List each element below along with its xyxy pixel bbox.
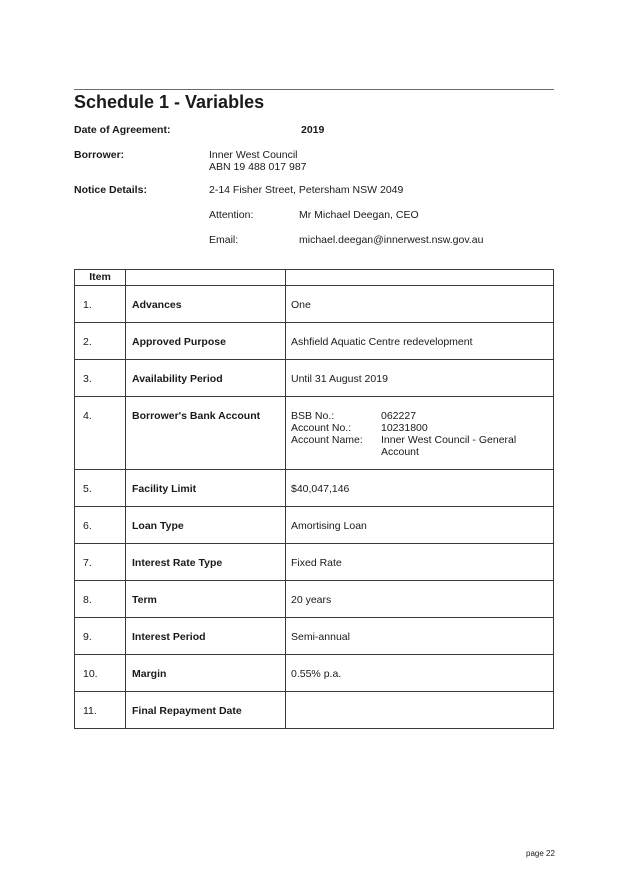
account-name-value: Inner West Council - General Account (381, 434, 517, 458)
item-value (286, 692, 554, 729)
borrower-label: Borrower: (74, 149, 125, 161)
bank-account-details (286, 397, 554, 470)
table-row (75, 655, 554, 692)
item-number: 6. (75, 507, 126, 544)
variables-table (74, 269, 554, 729)
bsb-value: 062227 (381, 410, 417, 422)
item-label: Facility Limit (126, 470, 286, 507)
notice-address: 2-14 Fisher Street, Petersham NSW 2049 (209, 184, 404, 196)
notice-details-label: Notice Details: (74, 184, 147, 196)
item-value: Ashfield Aquatic Centre redevelopment (286, 323, 554, 360)
table-row (75, 618, 554, 655)
item-value: Semi-annual (286, 618, 554, 655)
item-value: 0.55% p.a. (286, 655, 554, 692)
table-row (75, 397, 554, 470)
table-row (75, 360, 554, 397)
borrower-abn: ABN 19 488 017 987 (209, 161, 307, 173)
attention-label: Attention: (209, 209, 254, 221)
date-of-agreement-value: 2019 (301, 124, 325, 136)
item-label: Advances (126, 286, 286, 323)
item-label: Interest Rate Type (126, 544, 286, 581)
account-number-value: 10231800 (381, 422, 428, 434)
table-row (75, 581, 554, 618)
date-of-agreement-label: Date of Agreement: (74, 124, 171, 136)
item-label: Margin (126, 655, 286, 692)
account-name-label: Account Name: (291, 434, 363, 446)
email-value: michael.deegan@innerwest.nsw.gov.au (299, 234, 484, 246)
item-number: 9. (75, 618, 126, 655)
item-number: 1. (75, 286, 126, 323)
table-row (75, 323, 554, 360)
item-header: Item (75, 270, 126, 286)
item-label: Loan Type (126, 507, 286, 544)
item-number: 11. (75, 692, 126, 729)
borrower-name: Inner West Council (209, 149, 298, 161)
value-header (286, 270, 554, 286)
item-number: 10. (75, 655, 126, 692)
item-number: 7. (75, 544, 126, 581)
table-row (75, 470, 554, 507)
item-label: Approved Purpose (126, 323, 286, 360)
item-label: Interest Period (126, 618, 286, 655)
label-header (126, 270, 286, 286)
table-header-row (75, 270, 554, 286)
item-label: Availability Period (126, 360, 286, 397)
item-label: Term (126, 581, 286, 618)
item-number: 8. (75, 581, 126, 618)
item-label: Borrower's Bank Account (126, 397, 286, 470)
account-number-label: Account No.: (291, 422, 352, 434)
attention-value: Mr Michael Deegan, CEO (299, 209, 419, 221)
item-value: Until 31 August 2019 (286, 360, 554, 397)
item-value: 20 years (286, 581, 554, 618)
item-number: 4. (75, 397, 126, 470)
item-number: 2. (75, 323, 126, 360)
bsb-label: BSB No.: (291, 410, 335, 422)
table-row (75, 544, 554, 581)
item-number: 5. (75, 470, 126, 507)
item-value: One (286, 286, 554, 323)
email-label: Email: (209, 234, 239, 246)
page-title: Schedule 1 - Variables (74, 92, 265, 112)
item-label: Final Repayment Date (126, 692, 286, 729)
page-number: page 22 (526, 849, 555, 858)
table-row (75, 692, 554, 729)
item-number: 3. (75, 360, 126, 397)
item-value: $40,047,146 (286, 470, 554, 507)
item-value: Fixed Rate (286, 544, 554, 581)
table-row (75, 286, 554, 323)
item-value: Amortising Loan (286, 507, 554, 544)
table-row (75, 507, 554, 544)
